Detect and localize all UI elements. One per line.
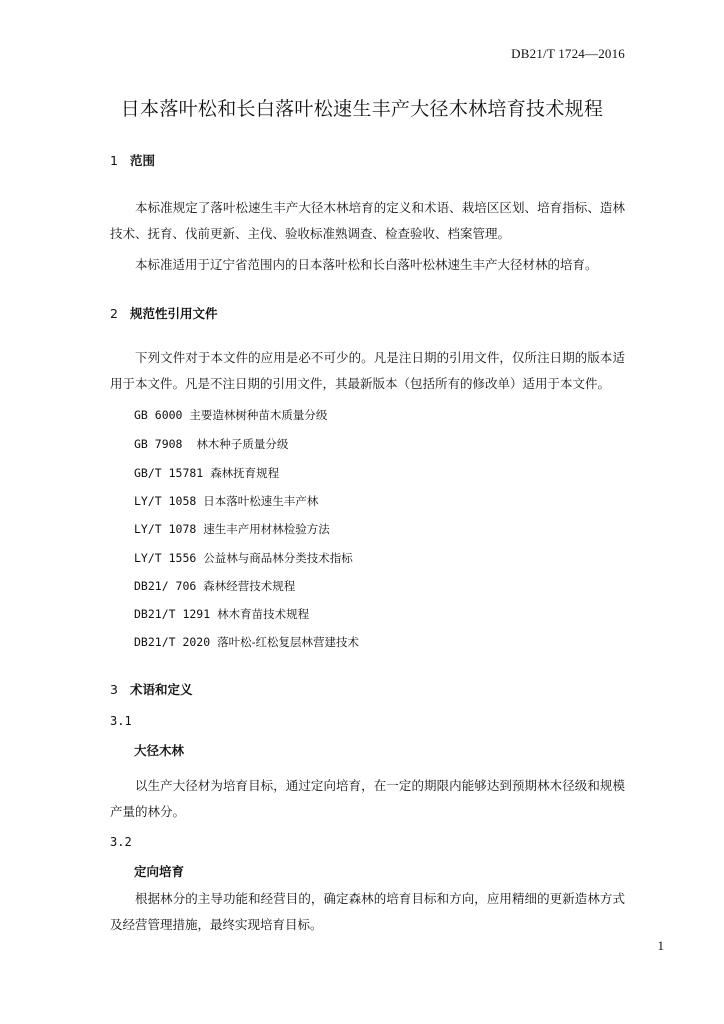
section-number: 2	[110, 306, 118, 321]
reference-code: DB21/ 706	[134, 579, 197, 593]
reference-item	[134, 436, 288, 452]
reference-code: GB 6000	[134, 408, 183, 422]
reference-code: LY/T 1058	[134, 494, 197, 508]
clause-number: 3.1	[110, 714, 132, 728]
reference-title: 公益林与商品林分类技术指标	[203, 551, 353, 565]
page-number: 1	[657, 938, 664, 953]
reference-item	[134, 407, 327, 423]
reference-title: 速生丰产用材林检验方法	[203, 522, 330, 536]
reference-item	[134, 550, 353, 566]
term-heading: 定向培育	[134, 864, 185, 879]
reference-item	[134, 634, 359, 650]
reference-title: 森林抚育规程	[210, 466, 280, 480]
reference-title: 林木种子质量分级	[196, 437, 289, 451]
reference-item	[134, 578, 295, 594]
reference-code: GB 7908	[134, 437, 190, 451]
clause-number: 3.2	[110, 835, 132, 849]
reference-item	[134, 606, 309, 622]
standard-code: DB21/T 1724—2016	[511, 46, 625, 61]
section-3-heading	[110, 680, 193, 698]
section-title: 范围	[130, 153, 156, 168]
section-number: 3	[110, 682, 118, 697]
reference-code: DB21/T 1291	[134, 607, 211, 621]
section-1-paragraph-1: 本标准规定了落叶松速生丰产大径木林培育的定义和术语、栽培区区划、培育指标、造林技术、抚育、伐前更新、主伐、验收标准熟调查、检查验收、档案管理。	[110, 200, 625, 241]
reference-item	[134, 465, 279, 481]
term-heading: 大径木林	[134, 743, 185, 758]
section-title: 规范性引用文件	[130, 306, 218, 321]
reference-title: 主要造林树种苗木质量分级	[189, 408, 328, 422]
reference-title: 落叶松-红松复层林营建技术	[217, 635, 359, 649]
reference-code: GB/T 15781	[134, 466, 204, 480]
section-title: 术语和定义	[130, 682, 193, 697]
reference-item	[134, 521, 330, 537]
reference-title: 日本落叶松速生丰产林	[203, 494, 319, 508]
section-1-paragraph-2: 本标准适用于辽宁省范围内的日本落叶松和长白落叶松林速生丰产大径材林的培育。	[135, 257, 598, 272]
document-title: 日本落叶松和长白落叶松速生丰产大径木林培育技术规程	[120, 98, 604, 120]
reference-item	[134, 493, 318, 509]
section-1-heading	[110, 151, 155, 169]
section-number: 1	[110, 153, 118, 168]
reference-title: 林木育苗技术规程	[217, 607, 310, 621]
section-2-heading	[110, 304, 218, 322]
reference-code: DB21/T 2020	[134, 635, 211, 649]
reference-title: 森林经营技术规程	[203, 579, 296, 593]
term-definition: 以生产大径材为培育目标，通过定向培育，在一定的期限内能够达到预期林木径级和规模产量的林分。	[110, 778, 625, 819]
reference-code: LY/T 1556	[134, 551, 197, 565]
reference-code: LY/T 1078	[134, 522, 197, 536]
section-2-paragraph-1: 下列文件对于本文件的应用是必不可少的。凡是注日期的引用文件，仅所注日期的版本适用于本文件。凡是不注日期的引用文件，其最新版本（包括所有的修改单）适用于本文件。	[110, 350, 625, 391]
term-definition: 根据林分的主导功能和经营目的，确定森林的培育目标和方向，应用精细的更新造林方式及经营管理措施，最终实现培育目标。	[110, 891, 625, 932]
